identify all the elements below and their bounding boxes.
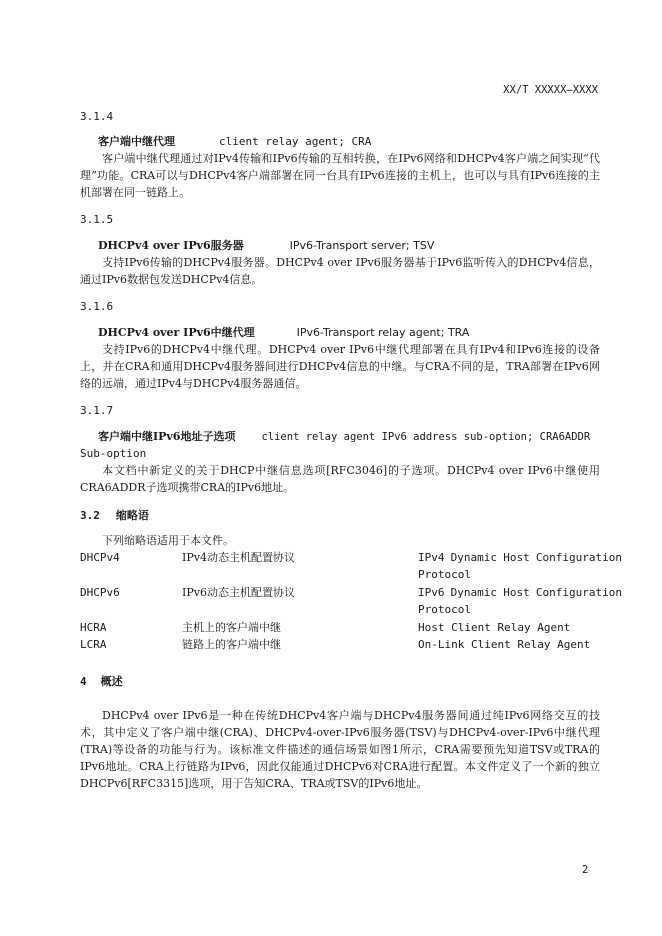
term-heading-3-1-4	[98, 133, 371, 150]
abbr-en: On-Link Client Relay Agent	[418, 638, 591, 651]
term-en-continuation: Sub-option	[80, 447, 147, 460]
clause-number-3-1-7: 3.1.7	[80, 404, 114, 417]
abbr-cn: 主机上的客户端中继	[182, 621, 281, 634]
term-heading-3-1-5	[98, 237, 434, 254]
term-en: client relay agent; CRA	[219, 135, 372, 148]
abbreviation-row	[80, 636, 622, 653]
abbr-en: Host Client Relay Agent	[418, 621, 571, 634]
section-heading-3-2	[80, 507, 149, 524]
clause-number-3-1-4: 3.1.4	[80, 110, 114, 123]
definition-para-3-1-6: 支持IPv6的DHCPv4中继代理。DHCPv4 over IPv6中继代理部署在具有IPv4和IPv6连接的设备上，并在CRA和通用DHCPv4服务器间进行DHCPv4信息的中继。与CRA不同的是，TRA部署在IPv6网络的远端，通过IPv4与DHCPv4服务器通信。	[80, 343, 600, 390]
abbr-term: DHCPv6	[80, 586, 120, 599]
term-en: IPv6-Transport server; TSV	[289, 239, 435, 252]
definition-para-3-1-4: 客户端中继代理通过对IPv4传输和IPv6传输的互相转换，在IPv6网络和DHCPv4客户端之间实现“代理”功能。CRA可以与DHCPv4客户端部署在同一台具有IPv6连接的主机上，也可以与具有IPv6连接的主机部署在同一链路上。	[80, 152, 600, 199]
term-cn: DHCPv4 over IPv6中继代理	[98, 326, 255, 339]
term-en: client relay agent IPv6 address sub-option; CRA6ADDR	[261, 431, 591, 443]
definition-para-3-1-7: 本文档中新定义的关于DHCP中继信息选项[RFC3046]的子选项。DHCPv4 over IPv6中继使用CRA6ADDR子选项携带CRA的IPv6地址。	[80, 464, 600, 494]
abbreviation-row	[80, 619, 622, 636]
term-cn: DHCPv4 over IPv6服务器	[98, 239, 244, 252]
section-heading-4	[80, 673, 123, 690]
abbr-cn: 链路上的客户端中继	[182, 638, 281, 651]
abbr-term: HCRA	[80, 621, 107, 634]
section-number: 4	[80, 675, 87, 688]
definition-para-3-1-5: 支持IPv6传输的DHCPv4服务器。DHCPv4 over IPv6服务器基于IPv6监听传入的DHCPv4信息，通过IPv6数据包发送DHCPv4信息。	[80, 256, 600, 286]
document-header-id: XX/T XXXXX—XXXX	[503, 84, 598, 96]
abbr-term: DHCPv4	[80, 551, 120, 564]
abbr-en: IPv4 Dynamic Host Configuration Protocol	[418, 551, 622, 581]
abbreviation-row	[80, 549, 622, 583]
section-title: 概述	[100, 675, 123, 688]
term-cn: 客户端中继IPv6地址子选项	[98, 430, 236, 443]
term-cn: 客户端中继代理	[98, 135, 175, 148]
term-heading-3-1-7	[98, 428, 590, 446]
term-heading-3-1-6	[98, 324, 469, 341]
section-number: 3.2	[80, 509, 100, 522]
abbr-en: IPv6 Dynamic Host Configuration Protocol	[418, 586, 622, 616]
abbr-cn: IPv4动态主机配置协议	[182, 551, 295, 564]
overview-para: DHCPv4 over IPv6是一种在传统DHCPv4客户端与DHCPv4服务器间通过纯IPv6网络交互的技术，其中定义了客户端中继(CRA)、DHCPv4-over-IPv6服务器(TSV)与DHCPv4-over-IPv6中继代理(TRA)等设备的功能与行为。该标准文件描述的通信场景如图1所示，CRA需要预先知道TSV或TRA的IPv6地址。CRA上行链路为IPv6，因此仅能通过DHCPv6对CRA进行配置。本文件定义了一个新的独立DHCPv6[RFC3315]选项，用于告知CRA、TRA或TSV的IPv6地址。	[80, 709, 600, 790]
page-number: 2	[582, 864, 589, 876]
abbreviations-intro: 下列缩略语适用于本文件。	[102, 534, 234, 547]
clause-number-3-1-5: 3.1.5	[80, 213, 114, 226]
abbreviation-row	[80, 584, 622, 618]
clause-number-3-1-6: 3.1.6	[80, 300, 114, 313]
term-en: IPv6-Transport relay agent; TRA	[296, 326, 470, 339]
abbr-term: LCRA	[80, 638, 107, 651]
section-title: 缩略语	[115, 509, 149, 522]
abbr-cn: IPv6动态主机配置协议	[182, 586, 295, 599]
